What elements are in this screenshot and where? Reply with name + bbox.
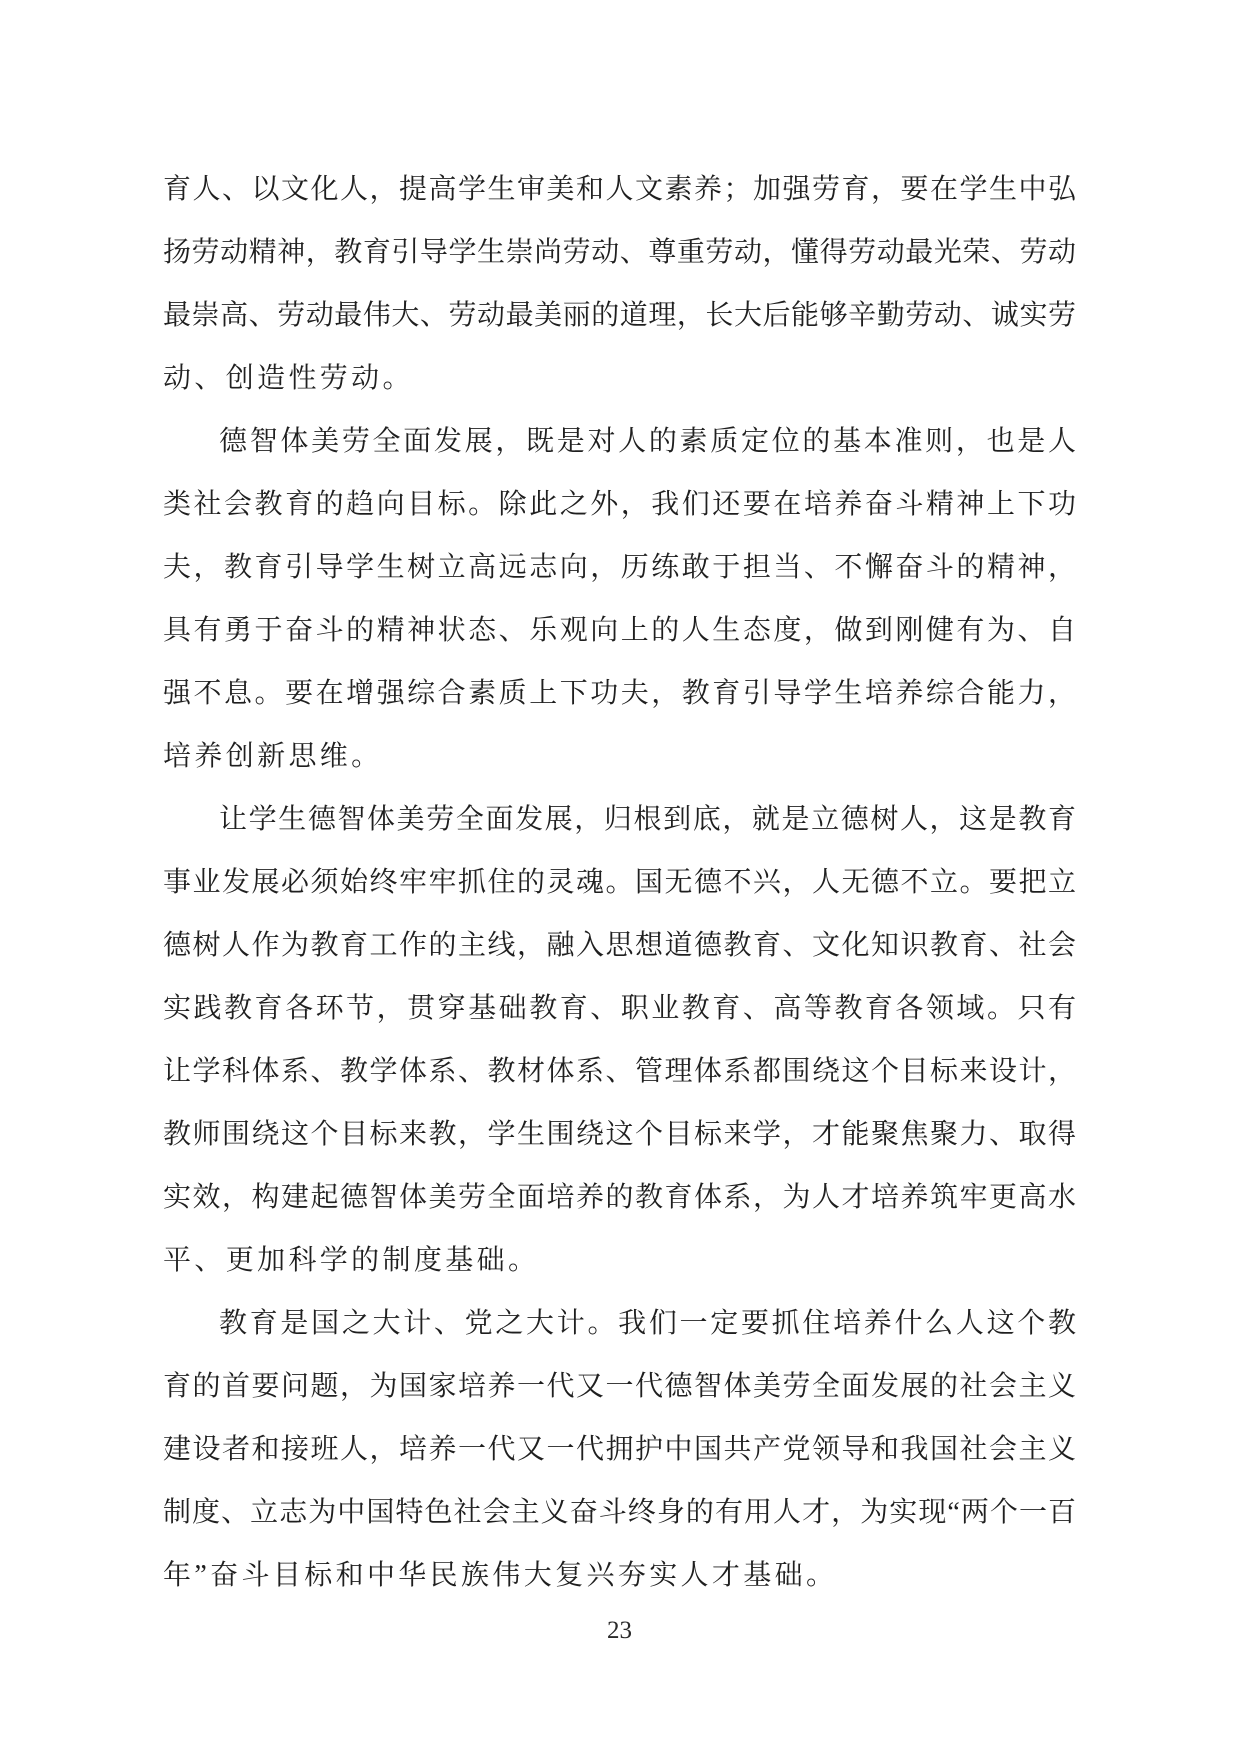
text-line: 德智体美劳全面发展，既是对人的素质定位的基本准则，也是人 <box>219 426 1076 457</box>
text-line: 扬劳动精神，教育引导学生崇尚劳动、尊重劳动，懂得劳动最光荣、劳动 <box>163 237 1076 268</box>
text-line: 具有勇于奋斗的精神状态、乐观向上的人生态度，做到刚健有为、自 <box>163 615 1076 646</box>
text-line: 年”奋斗目标和中华民族伟大复兴夯实人才基础。 <box>163 1560 838 1591</box>
document-body <box>163 158 1076 1651</box>
text-line: 强不息。要在增强综合素质上下功夫，教育引导学生培养综合能力， <box>163 678 1076 709</box>
page-number: 23 <box>607 1617 632 1644</box>
text-line: 最崇高、劳动最伟大、劳动最美丽的道理，长大后能够辛勤劳动、诚实劳 <box>163 300 1076 331</box>
text-line: 实践教育各环节，贯穿基础教育、职业教育、高等教育各领域。只有 <box>163 993 1076 1024</box>
text-line: 类社会教育的趋向目标。除此之外，我们还要在培养奋斗精神上下功 <box>163 489 1076 520</box>
text-line: 育的首要问题，为国家培养一代又一代德智体美劳全面发展的社会主义 <box>163 1371 1076 1402</box>
paragraph <box>163 158 1076 410</box>
text-line: 德树人作为教育工作的主线，融入思想道德教育、文化知识教育、社会 <box>163 930 1076 961</box>
text-line: 教师围绕这个目标来教，学生围绕这个目标来学，才能聚焦聚力、取得 <box>163 1119 1076 1150</box>
text-line: 实效，构建起德智体美劳全面培养的教育体系，为人才培养筑牢更高水 <box>163 1182 1076 1213</box>
text-line: 育人、以文化人，提高学生审美和人文素养；加强劳育，要在学生中弘 <box>163 174 1076 205</box>
text-line: 夫，教育引导学生树立高远志向，历练敢于担当、不懈奋斗的精神， <box>163 552 1076 583</box>
text-line: 制度、立志为中国特色社会主义奋斗终身的有用人才，为实现“两个一百 <box>163 1497 1076 1528</box>
paragraph <box>163 1292 1076 1607</box>
text-line: 让学科体系、教学体系、教材体系、管理体系都围绕这个目标来设计， <box>163 1056 1076 1087</box>
text-line: 事业发展必须始终牢牢抓住的灵魂。国无德不兴，人无德不立。要把立 <box>163 867 1076 898</box>
text-line: 让学生德智体美劳全面发展，归根到底，就是立德树人，这是教育 <box>219 804 1076 835</box>
text-line: 动、创造性劳动。 <box>163 363 414 394</box>
paragraph <box>163 788 1076 1292</box>
text-line: 教育是国之大计、党之大计。我们一定要抓住培养什么人这个教 <box>219 1308 1076 1339</box>
text-line: 平、更加科学的制度基础。 <box>163 1245 540 1276</box>
text-line: 建设者和接班人，培养一代又一代拥护中国共产党领导和我国社会主义 <box>163 1434 1076 1465</box>
text-line: 培养创新思维。 <box>163 741 383 772</box>
paragraph <box>163 410 1076 788</box>
